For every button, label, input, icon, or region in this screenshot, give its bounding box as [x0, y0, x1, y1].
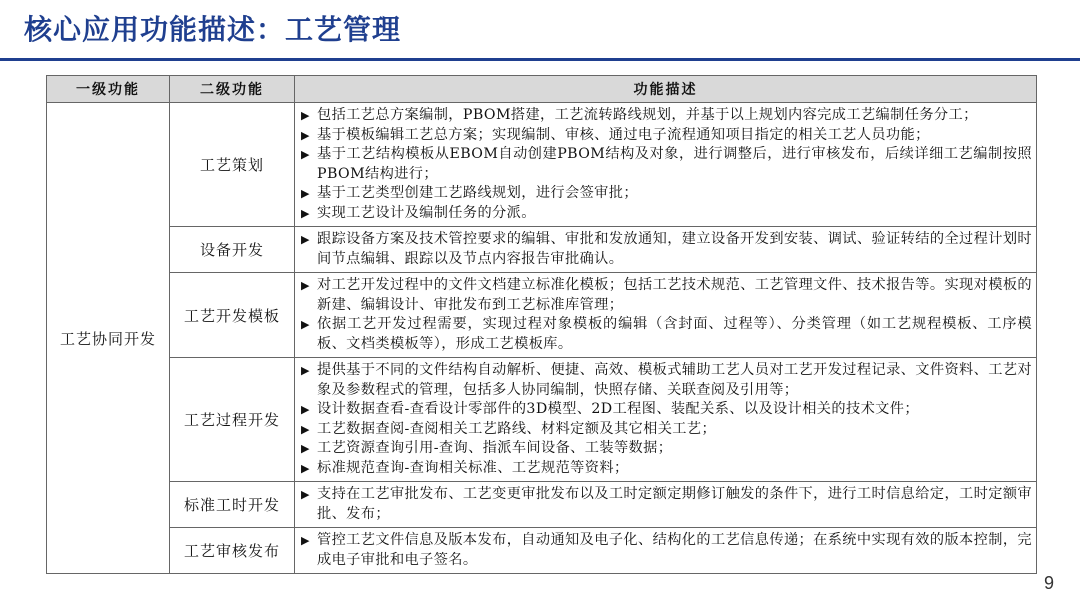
- triangle-right-icon: ▶: [301, 403, 310, 416]
- description-cell: [295, 358, 1037, 482]
- title-divider: [0, 58, 1080, 61]
- triangle-right-icon: ▶: [301, 148, 310, 161]
- description-cell: [295, 482, 1037, 528]
- list-item: [301, 400, 1032, 420]
- triangle-right-icon: ▶: [301, 206, 310, 220]
- description-list: [301, 485, 1032, 524]
- table-row: [47, 482, 1037, 528]
- description-list: [301, 276, 1032, 354]
- table-row: [47, 227, 1037, 273]
- description-text: 实现工艺设计及编制任务的分派。: [317, 204, 536, 221]
- description-text: 对工艺开发过程中的文件文档建立标准化模板；包括工艺技术规范、工艺管理文件、技术报告等。实现对模板的新建、编辑设计、审批发布到工艺标准库管理；: [317, 277, 1032, 313]
- page-number: 9: [1043, 573, 1054, 593]
- level2-cell: 设备开发: [170, 227, 295, 273]
- description-text: 工艺资源查询引用-查询、指派车间设备、工装等数据；: [317, 440, 673, 456]
- list-item: [301, 420, 1032, 440]
- description-text: 标准规范查询-查询相关标准、工艺规范等资料；: [317, 459, 629, 476]
- list-item: [301, 126, 1032, 146]
- description-list: [301, 361, 1032, 478]
- list-item: [301, 184, 1032, 204]
- list-item: [301, 459, 1032, 479]
- header-level1: 一级功能: [47, 76, 170, 103]
- description-cell: [295, 227, 1037, 273]
- description-text: 基于模板编辑工艺总方案；实现编制、审核、通过电子流程通知项目指定的相关工艺人员功能；: [317, 126, 930, 143]
- triangle-right-icon: ▶: [301, 534, 310, 547]
- function-table: [46, 75, 1037, 574]
- triangle-right-icon: ▶: [301, 461, 310, 475]
- description-text: 跟踪设备方案及技术管控要求的编辑、审批和发放通知，建立设备开发到安装、调试、验证转结的全过程计划时间节点编辑、跟踪以及节点内容报告审批确认。: [317, 231, 1032, 267]
- level2-cell: 工艺审核发布: [170, 528, 295, 574]
- table-header-row: [47, 76, 1037, 103]
- list-item: [301, 145, 1032, 184]
- description-text: 提供基于不同的文件结构自动解析、便捷、高效、模板式辅助工艺人员对工艺开发过程记录、文件资料、工艺对象及参数程式的管理，包括多人协同编制，快照存储、关联查阅及引用等；: [317, 362, 1032, 398]
- list-item: [301, 361, 1032, 400]
- triangle-right-icon: ▶: [301, 364, 310, 377]
- description-text: 设计数据查看-查看设计零部件的3D模型、2D工程图、装配关系、以及设计相关的技术文件；: [317, 401, 919, 417]
- list-item: [301, 106, 1032, 126]
- description-list: [301, 531, 1032, 570]
- list-item: [301, 230, 1032, 269]
- description-cell: [295, 103, 1037, 227]
- triangle-right-icon: ▶: [301, 488, 310, 501]
- page-title: 核心应用功能描述：工艺管理: [24, 13, 402, 46]
- header-description: 功能描述: [295, 76, 1037, 103]
- level1-cell: 工艺协同开发: [47, 103, 170, 574]
- triangle-right-icon: ▶: [301, 128, 310, 142]
- level2-cell: 标准工时开发: [170, 482, 295, 528]
- list-item: [301, 315, 1032, 354]
- description-list: [301, 106, 1032, 223]
- triangle-right-icon: ▶: [301, 442, 310, 455]
- list-item: [301, 276, 1032, 315]
- list-item: [301, 531, 1032, 570]
- level2-cell: 工艺开发模板: [170, 273, 295, 358]
- list-item: [301, 204, 1032, 224]
- description-text: 依据工艺开发过程需要，实现过程对象模板的编辑（含封面、过程等）、分类管理（如工艺规程模板、工序模板、文档类模板等），形成工艺模板库。: [317, 316, 1032, 352]
- triangle-right-icon: ▶: [301, 279, 310, 292]
- triangle-right-icon: ▶: [301, 233, 310, 246]
- description-text: 基于工艺结构模板从EBOM自动创建PBOM结构及对象，进行调整后，进行审核发布，后续详细工艺编制按照PBOM结构进行；: [317, 146, 1032, 182]
- description-text: 基于工艺类型创建工艺路线规划，进行会签审批；: [317, 185, 638, 201]
- triangle-right-icon: ▶: [301, 318, 310, 331]
- list-item: [301, 485, 1032, 524]
- table-row: [47, 273, 1037, 358]
- table-row: [47, 358, 1037, 482]
- header-level2: 二级功能: [170, 76, 295, 103]
- triangle-right-icon: ▶: [301, 187, 310, 200]
- description-cell: [295, 528, 1037, 574]
- table-row: [47, 528, 1037, 574]
- description-text: 支持在工艺审批发布、工艺变更审批发布以及工时定额定期修订触发的条件下，进行工时信息给定，工时定额审批、发布；: [317, 486, 1032, 522]
- list-item: [301, 439, 1032, 459]
- description-text: 管控工艺文件信息及版本发布，自动通知及电子化、结构化的工艺信息传递；在系统中实现有效的版本控制，完成电子审批和电子签名。: [317, 532, 1032, 568]
- triangle-right-icon: ▶: [301, 422, 310, 436]
- description-list: [301, 230, 1032, 269]
- level2-cell: 工艺过程开发: [170, 358, 295, 482]
- description-text: 工艺数据查阅-查阅相关工艺路线、材料定额及其它相关工艺；: [317, 420, 717, 437]
- description-text: 包括工艺总方案编制，PBOM搭建，工艺流转路线规划，并基于以上规划内容完成工艺编制任务分工；: [317, 107, 978, 123]
- description-cell: [295, 273, 1037, 358]
- table-row: [47, 103, 1037, 227]
- triangle-right-icon: ▶: [301, 109, 310, 122]
- level2-cell: 工艺策划: [170, 103, 295, 227]
